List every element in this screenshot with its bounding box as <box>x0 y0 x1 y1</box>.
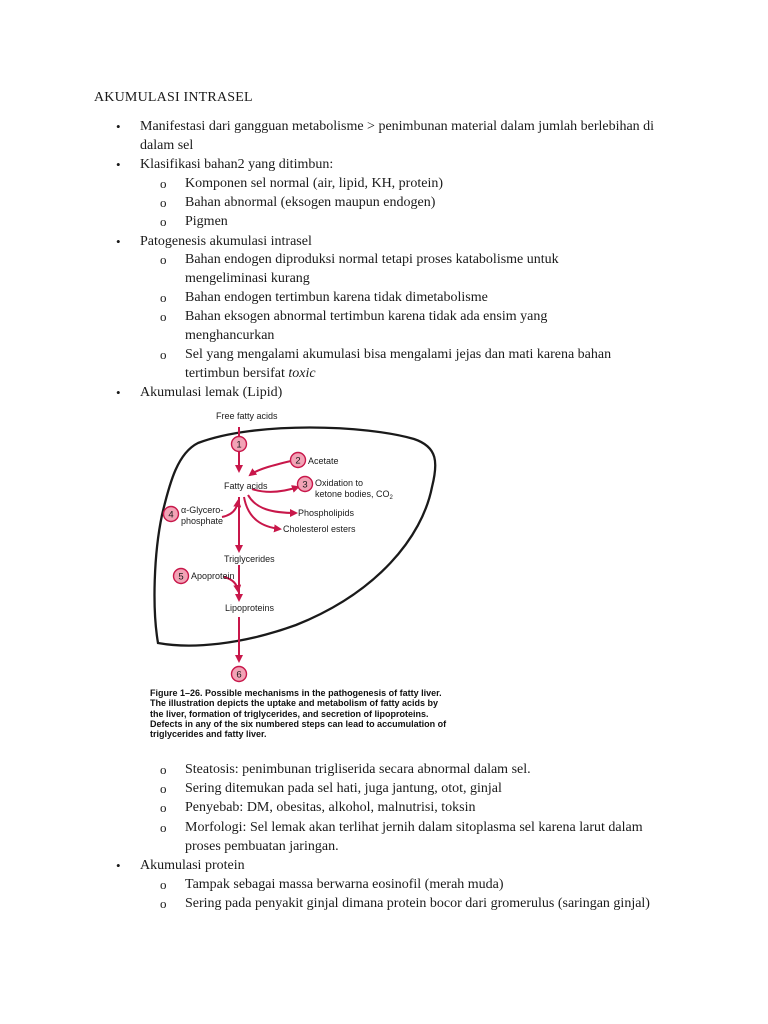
bullet-marker: • <box>116 234 121 249</box>
bullet-text: Manifestasi dari gangguan metabolisme > penimbunan material dalam jumlah berlebihan di dalam sel <box>140 119 655 153</box>
sub-text: Sering ditemukan pada sel hati, juga jantung, otot, ginjal <box>185 781 502 796</box>
label-triglycerides: Triglycerides <box>224 554 275 564</box>
svg-text:5: 5 <box>178 571 184 583</box>
label-oxidation-1: Oxidation to <box>315 478 364 488</box>
sub-text-italic: toxic <box>288 366 316 381</box>
sub-marker: o <box>160 176 167 191</box>
step-5-marker <box>174 569 189 584</box>
sub-marker: o <box>160 800 167 815</box>
sub-marker: o <box>160 290 167 305</box>
svg-text:2: 2 <box>295 455 301 467</box>
sub-marker: o <box>160 347 167 362</box>
label-free-fatty-acids: Free fatty acids <box>216 411 278 421</box>
sub-marker: o <box>160 877 167 892</box>
label-glycero-1: α-Glycero- <box>181 505 224 515</box>
sub-text: Sering pada penyakit ginjal dimana protein bocor dari gromerulus (saringan ginjal) <box>185 896 650 911</box>
step-3-marker <box>298 477 313 492</box>
step-2-marker <box>291 453 306 468</box>
page-title: AKUMULASI INTRASEL <box>94 90 253 105</box>
bullet-text: Klasifikasi bahan2 yang ditimbun: <box>140 157 334 172</box>
bullet-text: Akumulasi lemak (Lipid) <box>140 385 283 400</box>
label-acetate: Acetate <box>308 456 339 466</box>
sub-marker: o <box>160 252 167 267</box>
sub-marker: o <box>160 762 167 777</box>
label-cholesterol: Cholesterol esters <box>283 524 356 534</box>
sub-text: Bahan abnormal (eksogen maupun endogen) <box>185 195 436 210</box>
label-apoprotein: Apoprotein <box>191 571 235 581</box>
sub-marker: o <box>160 896 167 911</box>
label-phospholipids: Phospholipids <box>298 508 355 518</box>
label-glycero-2: phosphate <box>181 516 224 526</box>
sub-marker: o <box>160 195 167 210</box>
bullet-marker: • <box>116 385 121 400</box>
sub-marker: o <box>160 214 167 229</box>
arrow-acetate <box>250 461 291 475</box>
sub-text: Penyebab: DM, obesitas, alkohol, malnutrisi, toksin <box>185 800 476 815</box>
sub-marker: o <box>160 820 167 835</box>
bullet-marker: • <box>116 858 121 873</box>
sub-text: Steatosis: penimbunan trigliserida secara abnormal dalam sel. <box>185 762 531 777</box>
figure-caption: Figure 1–26. Possible mechanisms in the pathogenesis of fatty liver. The illustration depicts the uptake and metabolism of fatty acids by the liver, formation of triglycerides, and secretion of lipoproteins. Defects in any of the six numbered steps can lead to accumulation of triglycerides and fatty liver. <box>150 688 447 740</box>
sub-text: Pigmen <box>185 214 228 229</box>
sub-text: Morfologi: Sel lemak akan terlihat jernih dalam sitoplasma sel karena larut dalam proses pembuatan jaringan. <box>185 820 643 854</box>
svg-text:3: 3 <box>302 479 308 491</box>
sub-text: Bahan eksogen abnormal tertimbun karena tidak ada ensim yang menghancurkan <box>185 309 548 343</box>
sub-text: Tampak sebagai massa berwarna eosinofil (merah muda) <box>185 877 504 892</box>
svg-text:4: 4 <box>168 509 174 521</box>
step-1-marker <box>232 437 247 452</box>
label-fatty-acids: Fatty acids <box>224 481 268 491</box>
svg-text:6: 6 <box>236 669 242 681</box>
arrow-phospholipids <box>248 495 296 513</box>
sub-text: Komponen sel normal (air, lipid, KH, protein) <box>185 176 443 191</box>
step-4-marker <box>164 507 179 522</box>
sub-text: Bahan endogen tertimbun karena tidak dimetabolisme <box>185 290 488 305</box>
sub-marker: o <box>160 309 167 324</box>
svg-text:1: 1 <box>236 439 242 451</box>
step-6-marker <box>232 667 247 682</box>
bullet-marker: • <box>116 157 121 172</box>
arrow-glycero <box>222 501 238 517</box>
sub-text: Bahan endogen diproduksi normal tetapi proses katabolisme untuk mengeliminasi kurang <box>185 252 559 286</box>
arrow-cholesterol <box>244 497 280 529</box>
bullet-marker: • <box>116 119 121 134</box>
sub-text <box>185 345 665 383</box>
sub-marker: o <box>160 781 167 796</box>
bullet-text: Patogenesis akumulasi intrasel <box>140 234 312 249</box>
bullet-text: Akumulasi protein <box>140 858 245 873</box>
sub-text-main: Sel yang mengalami akumulasi bisa mengalami jejas dan mati karena bahan tertimbun bersifat <box>185 347 612 381</box>
label-oxidation-2: ketone bodies, $CO_2$ <box>315 489 393 501</box>
label-lipoproteins: Lipoproteins <box>225 603 275 613</box>
